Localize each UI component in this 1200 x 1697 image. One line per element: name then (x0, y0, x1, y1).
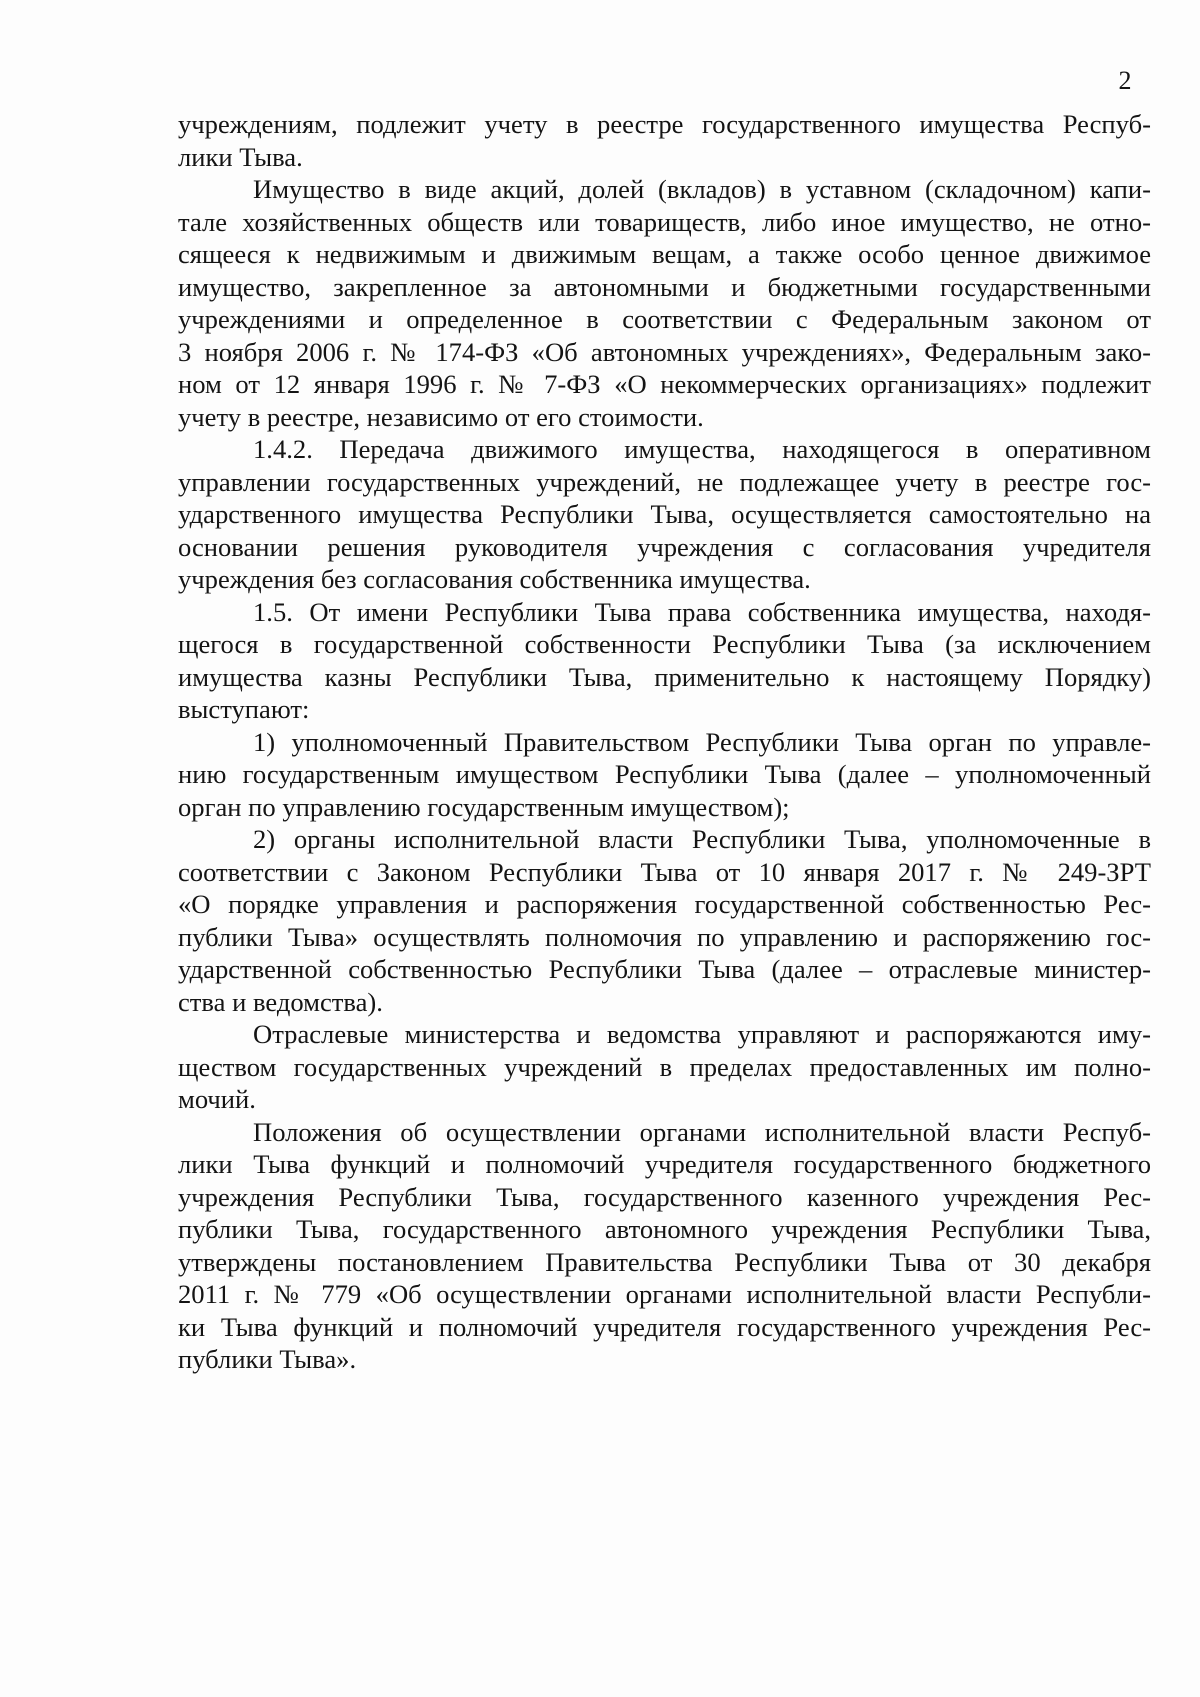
text-line: Имущество в виде акций, долей (вкладов) в уставном (складочном) капи- (253, 174, 1151, 204)
text-line: утверждены постановлением Правительства Республики Тыва от 30 декабря (178, 1246, 1151, 1277)
text-line: 1.4.2. Передача движимого имущества, находящегося в оперативном (253, 434, 1151, 464)
text-line: выступают: (178, 694, 310, 724)
text-line: 1) уполномоченный Правительством Республики Тыва орган по управле- (253, 726, 1151, 757)
text-line: лики Тыва. (178, 141, 303, 172)
paragraph (178, 596, 1151, 726)
text-line: Положения об осуществлении органами исполнительной власти Респуб- (253, 1116, 1151, 1147)
text-line: 1.5. От имени Республики Тыва права собственника имущества, находя- (253, 596, 1151, 627)
text-line: «О порядке управления и распоряжения государственной собственностью Рес- (178, 889, 1151, 919)
paragraph (178, 726, 1151, 824)
paragraph (178, 1018, 1151, 1116)
paragraph (178, 173, 1151, 433)
text-line: имущества казны Республики Тыва, применительно к настоящему Порядку) (178, 661, 1151, 692)
text-line: ства и ведомства). (178, 986, 383, 1017)
text-line: ществом государственных учреждений в пределах предоставленных им полно- (178, 1051, 1151, 1082)
text-line: нию государственным имуществом Республики Тыва (далее – уполномоченный (178, 759, 1151, 789)
text-line: тале хозяйственных обществ или товариществ, либо иное имущество, не отно- (178, 206, 1151, 237)
text-line: учету в реестре, независимо от его стоимости. (178, 401, 704, 432)
text-line: управлении государственных учреждений, не подлежащее учету в реестре гос- (178, 466, 1151, 497)
text-line: 3 ноября 2006 г. № 174-ФЗ «Об автономных учреждениях», Федеральным зако- (178, 336, 1151, 367)
text-line: мочий. (178, 1084, 256, 1114)
text-line: ударственной собственностью Республики Тыва (далее – отраслевые министер- (178, 954, 1151, 984)
text-line: Отраслевые министерства и ведомства управляют и распоряжаются иму- (253, 1019, 1151, 1049)
text-line: орган по управлению государственным имуществом); (178, 791, 790, 822)
text-line: ном от 12 января 1996 г. № 7-ФЗ «О некоммерческих организациях» подлежит (178, 369, 1151, 399)
text-line: соответствии с Законом Республики Тыва от 10 января 2017 г. № 249-ЗРТ (178, 856, 1151, 887)
text-line: ударственного имущества Республики Тыва, осуществляется самостоятельно на (178, 499, 1151, 529)
text-line: публики Тыва, государственного автономного учреждения Республики Тыва, (178, 1214, 1151, 1244)
text-line: основании решения руководителя учреждения с согласования учредителя (178, 531, 1151, 562)
text-line: сящееся к недвижимым и движимым вещам, а также особо ценное движимое (178, 239, 1151, 269)
text-line: ки Тыва функций и полномочий учредителя государственного учреждения Рес- (178, 1311, 1151, 1342)
text-line: 2) органы исполнительной власти Республики Тыва, уполномоченные в (253, 824, 1151, 854)
text-line: лики Тыва функций и полномочий учредителя государственного бюджетного (178, 1149, 1151, 1179)
document-body (178, 108, 1151, 1376)
paragraph (178, 1116, 1151, 1376)
text-line: 2011 г. № 779 «Об осуществлении органами исполнительной власти Республи- (178, 1279, 1151, 1309)
text-line: имущество, закрепленное за автономными и бюджетными государственными (178, 271, 1151, 302)
text-line: учреждения Республики Тыва, государственного казенного учреждения Рес- (178, 1181, 1151, 1212)
text-line: публики Тыва». (178, 1344, 357, 1374)
page-number: 2 (1118, 66, 1132, 95)
paragraph (178, 823, 1151, 1018)
text-line: учреждения без согласования собственника имущества. (178, 564, 811, 594)
text-line: учреждениям, подлежит учету в реестре государственного имущества Респуб- (178, 109, 1151, 139)
paragraph (178, 108, 1151, 173)
text-line: щегося в государственной собственности Республики Тыва (за исключением (178, 629, 1151, 659)
paragraph (178, 433, 1151, 596)
text-line: публики Тыва» осуществлять полномочия по управлению и распоряжению гос- (178, 921, 1151, 952)
text-line: учреждениями и определенное в соответствии с Федеральным законом от (178, 304, 1151, 334)
